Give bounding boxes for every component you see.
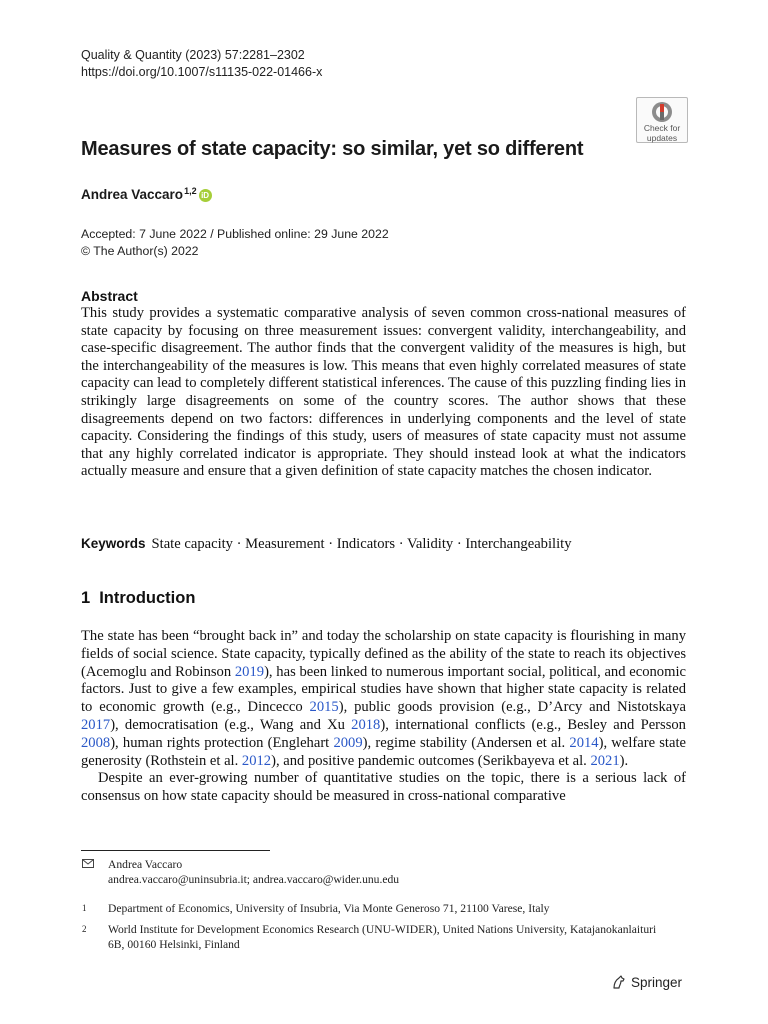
- text-run: ), and positive pandemic outcomes (Serikbayeva et al.: [271, 752, 591, 769]
- text-run: ), has been linked to numerous important social, political, and economic factors. Just to give a few examples, empirical studies have shown that higher state capacity is related to economic growth (e.g., Dincecco: [81, 663, 686, 716]
- introduction-body: [81, 628, 686, 806]
- text-run: ), human rights protection (Englehart: [110, 734, 334, 751]
- text-run: ), democratisation (e.g., Wang and Xu: [110, 716, 352, 733]
- citation-link[interactable]: 2014: [569, 734, 599, 751]
- citation-link[interactable]: 2019: [234, 663, 265, 680]
- section-title: Introduction: [99, 589, 196, 607]
- footnote-2-affiliation: World Institute for Development Economics Research (UNU-WIDER), United Nations University, Katajanokanlaituri 6B, 00160 Helsinki, Finland: [108, 923, 657, 951]
- text-run: ), public goods provision (e.g., D’Arcy and Nistotskaya: [338, 699, 686, 716]
- corresponding-author-name: Andrea Vaccaro: [108, 858, 183, 871]
- text-run: ).: [619, 752, 629, 769]
- publisher-footer: [611, 974, 682, 990]
- keywords-label: Keywords: [81, 536, 146, 551]
- journal-header: [81, 47, 322, 81]
- crossmark-label-line2: updates: [646, 133, 678, 143]
- doi-link[interactable]: https://doi.org/10.1007/s11135-022-01466-x: [81, 65, 323, 79]
- envelope-icon: [82, 859, 94, 868]
- text-run: ), international conflicts (e.g., Besley and Persson: [380, 716, 686, 733]
- crossmark-label-line1: Check for: [643, 123, 681, 133]
- text-run: ), regime stability (Andersen et al.: [362, 734, 570, 751]
- footnote-divider: [81, 850, 270, 851]
- abstract-text: This study provides a systematic comparative analysis of seven common cross-national measures of state capacity by focusing on three measurement issues: convergent validity, interchangeability, and case-specific disagreement. The author finds that the convergent validity of the measures is high, but the interchangeability of the measures is low. This means that even highly correlated measures of state capacity can lead to completely different statistical inferences. The cause of this puzzling finding lies in strikingly large disagreements on some of the country scores. The author shows that these disagreements depend on two factors: differences in underlying components and the level of state capacity. Considering the findings of this study, users of measures of state capacity must not assume that any highly correlated indicator is appropriate. They should instead look at what the indicators actually measure and ensure that a given definition of state capacity matches the chosen indicator.: [81, 305, 686, 480]
- springer-horse-icon: [611, 974, 627, 990]
- check-for-updates-badge[interactable]: [636, 97, 688, 143]
- citation-link[interactable]: 2009: [333, 734, 363, 751]
- crossmark-icon: [651, 101, 673, 123]
- publisher-name: Springer: [631, 975, 683, 990]
- footnote-1-affiliation: Department of Economics, University of Insubria, Via Monte Generoso 71, 21100 Varese, Italy: [108, 902, 550, 915]
- publication-dates: [81, 226, 389, 259]
- intro-paragraph-1: [81, 628, 686, 770]
- citation-link[interactable]: 2017: [81, 716, 111, 733]
- citation-link[interactable]: 2015: [309, 699, 339, 716]
- text-run: The state has been “brought back in” and today the scholarship on state capacity is flourishing in many fields of social science. State capacity, typically defined as the ability of the state to reach its objectives (Acemoglu and Robinson: [81, 628, 686, 680]
- citation-link[interactable]: 2021: [590, 752, 620, 769]
- footnote-2-number: 2: [82, 924, 87, 934]
- section-number: 1: [81, 589, 91, 607]
- orcid-icon[interactable]: iD: [199, 189, 212, 202]
- corresponding-author-email[interactable]: andrea.vaccaro@uninsubria.it; andrea.vaccaro@wider.unu.edu: [108, 873, 400, 886]
- journal-citation: Quality & Quantity (2023) 57:2281–2302: [81, 48, 305, 62]
- citation-link[interactable]: 2012: [241, 752, 272, 769]
- copyright-line: © The Author(s) 2022: [81, 243, 199, 258]
- keywords-list: State capacity · Measurement · Indicators · Validity · Interchangeability: [151, 536, 572, 552]
- citation-link[interactable]: 2008: [81, 734, 111, 751]
- text-run: ), welfare state generosity (Rothstein et al.: [81, 734, 687, 769]
- author-name: Andrea Vaccaro: [81, 187, 184, 202]
- author-affiliation-marks: 1,2: [184, 186, 197, 196]
- citation-link[interactable]: 2018: [351, 716, 381, 733]
- intro-paragraph-2: Despite an ever-growing number of quantitative studies on the topic, there is a serious lack of consensus on how state capacity should be measured in cross-national comparative: [81, 770, 686, 805]
- article-title: Measures of state capacity: so similar, yet so different: [81, 138, 584, 160]
- footnote-1-number: 1: [82, 903, 87, 913]
- dates-line: Accepted: 7 June 2022 / Published online: 29 June 2022: [81, 227, 389, 241]
- section-heading: [81, 589, 195, 608]
- abstract-heading: Abstract: [81, 288, 138, 304]
- keywords-line: [81, 536, 572, 553]
- author-line: [81, 186, 212, 202]
